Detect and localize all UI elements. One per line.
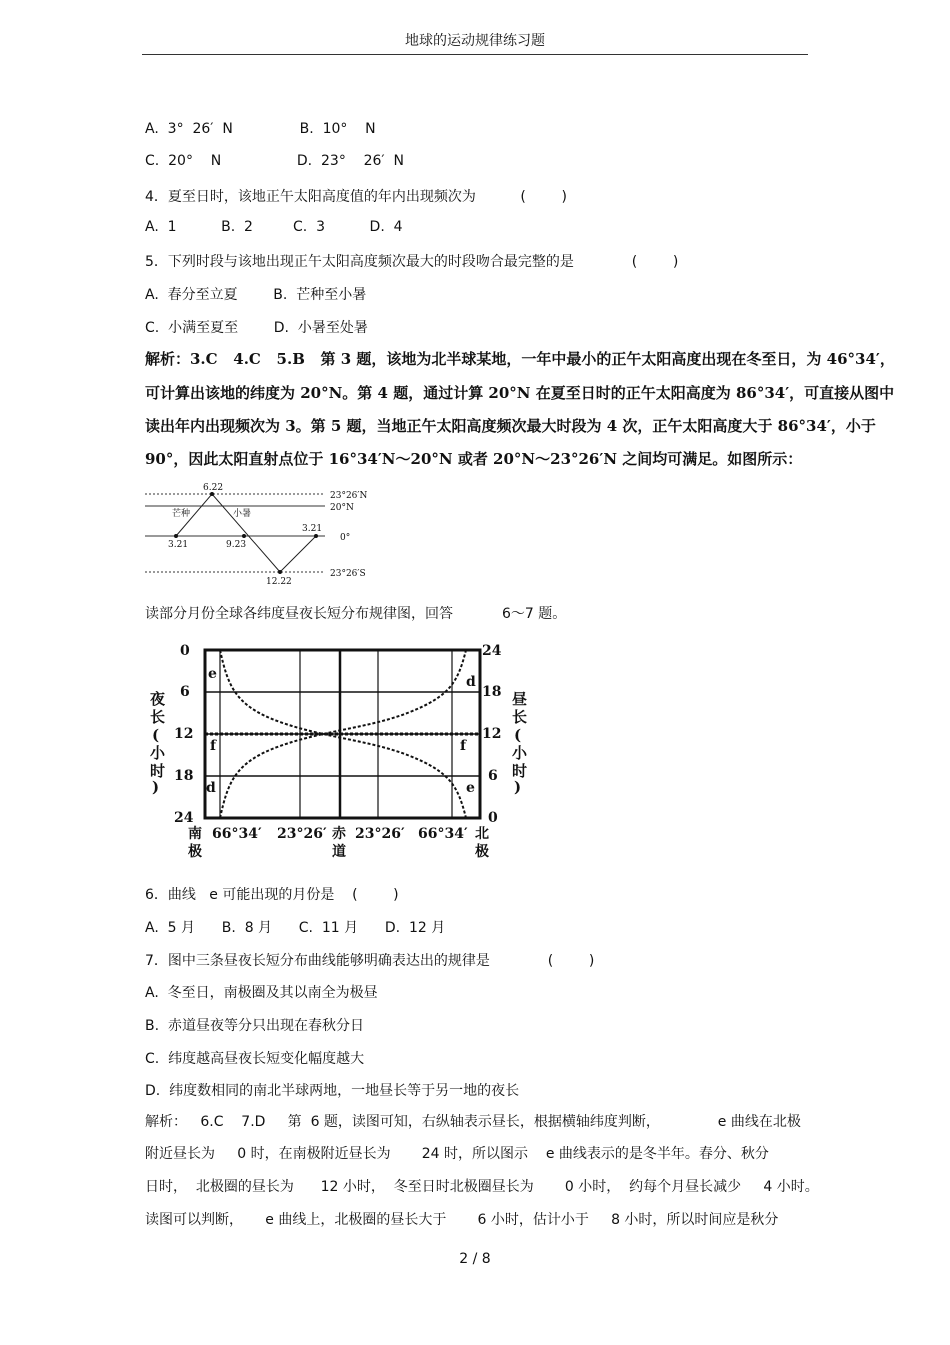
right-tick-0: 0: [488, 810, 498, 826]
label-1222: 12.22: [266, 577, 292, 587]
right-title-3: (: [514, 726, 522, 744]
left-tick-24: 24: [174, 810, 194, 826]
right-tick-24: 24: [482, 643, 502, 659]
label-0deg: 0°: [340, 533, 351, 543]
left-tick-0: 0: [180, 643, 190, 659]
question-6: 6．曲线 e 可能出现的月份是 ( ): [145, 887, 399, 903]
q7-option-c: C. 纬度越高昼夜长短变化幅度越大: [145, 1051, 365, 1067]
analysis2-line-2: 附近昼长为 0 时，在南极附近昼长为 24 时，所以图示 e 曲线表示的是冬半年。春分、秋分: [145, 1146, 769, 1162]
label-622: 6.22: [203, 483, 224, 493]
left-title-4: 小: [150, 744, 166, 762]
question-7: 7．图中三条昼夜长短分布曲线能够明确表达出的规律是 ( ): [145, 953, 595, 969]
left-title-2: 长: [150, 708, 166, 726]
analysis-line-3: 读出年内出现频次为 3。第 5 题，当地正午太阳高度频次最大时段为 4 次，正午太阳高度大于 86°34′，小于: [145, 417, 876, 435]
left-tick-6: 6: [180, 684, 190, 700]
figure2-intro: 读部分月份全球各纬度昼夜长短分布规律图，回答 6～7 题。: [145, 606, 567, 622]
x-label-equator-2: 道: [332, 844, 346, 860]
analysis-line-1: 解析：3.C 4.C 5.B 第 3 题，该地为北半球某地，一年中最小的正午太阳高度出现在冬至日，为 46°34′，: [145, 350, 895, 368]
x-label-equator-1: 赤: [332, 826, 346, 842]
x-label-south-pole-1: 南: [188, 826, 202, 842]
x-label-s2326: 23°26′: [277, 826, 327, 842]
left-title-5: 时: [150, 762, 166, 780]
curve-d-bottom-label: d: [206, 780, 216, 796]
day-night-length-chart: [140, 636, 540, 866]
page-header: 地球的运动规律练习题: [405, 33, 545, 49]
header-rule: [142, 54, 808, 55]
left-tick-12: 12: [174, 726, 194, 742]
x-label-n6634: 66°34′: [418, 826, 468, 842]
analysis-line-2: 可计算出该地的纬度为 20°N。第 4 题，通过计算 20°N 在夏至日时的正午太阳高度为 86°34′，可直接从图中: [145, 384, 895, 402]
analysis2-line-3: 日时， 北极圈的昼长为 12 小时， 冬至日时北极圈昼长为 0 小时， 约每个月昼长减少 4 小时。: [145, 1179, 819, 1195]
q7-option-b: B. 赤道昼夜等分只出现在春秋分日: [145, 1018, 364, 1034]
label-923: 9.23: [226, 540, 247, 550]
label-2326S: 23°26′S: [330, 569, 366, 579]
label-321-b: 3.21: [302, 524, 323, 534]
analysis-line-4: 90°，因此太阳直射点位于 16°34′N～20°N 或者 20°N～23°26′N 之间均可满足。如图所示：: [145, 450, 803, 468]
curve-f-left-label: f: [210, 738, 217, 754]
right-title-1: 昼: [512, 690, 528, 708]
x-label-north-pole-2: 极: [475, 844, 489, 860]
x-label-north-pole-1: 北: [475, 826, 489, 842]
q5-options-cd: C. 小满至夏至 D. 小暑至处暑: [145, 320, 368, 336]
label-xiaoshu: 小暑: [233, 509, 252, 519]
right-title-6: ): [514, 778, 522, 796]
q7-option-d: D. 纬度数相同的南北半球两地，一地昼长等于另一地的夜长: [145, 1083, 520, 1099]
q7-option-a: A. 冬至日，南极圈及其以南全为极昼: [145, 985, 378, 1001]
question-4: 4．夏至日时，该地正午太阳高度值的年内出现频次为 ( ): [145, 189, 567, 205]
x-label-n2326: 23°26′: [355, 826, 405, 842]
curve-e-top-label: e: [208, 666, 217, 682]
right-title-5: 时: [512, 762, 528, 780]
analysis2-line-1: 解析： 6.C 7.D 第 6 题，读图可知，右纵轴表示昼长，根据横轴纬度判断， e 曲线在北极: [145, 1114, 801, 1130]
x-label-south-pole-2: 极: [188, 844, 202, 860]
q3-options-cd: C. 20° N D. 23° 26′ N: [145, 153, 404, 169]
left-title-3: (: [152, 726, 160, 744]
label-2326N: 23°26′N: [330, 491, 368, 501]
left-title-6: ): [152, 778, 160, 796]
curve-d-top-label: d: [466, 674, 476, 690]
right-tick-6: 6: [488, 768, 498, 784]
q6-options: A. 5 月 B. 8 月 C. 11 月 D. 12 月: [145, 920, 446, 936]
right-tick-18: 18: [482, 684, 502, 700]
x-label-s6634: 66°34′: [212, 826, 262, 842]
label-20N: 20°N: [330, 503, 354, 513]
curve-e-bottom-label: e: [466, 780, 475, 796]
left-tick-18: 18: [174, 768, 194, 784]
label-mangzhong: 芒种: [172, 509, 191, 519]
page-number: 2 / 8: [459, 1251, 491, 1267]
label-321-a: 3.21: [168, 540, 189, 550]
question-5: 5．下列时段与该地出现正午太阳高度频次最大的时段吻合最完整的是 ( ): [145, 254, 679, 270]
sun-direct-point-figure: [140, 480, 400, 590]
q4-options: A. 1 B. 2 C. 3 D. 4: [145, 219, 403, 235]
right-title-2: 长: [512, 708, 528, 726]
analysis2-line-4: 读图可以判断， e 曲线上，北极圈的昼长大于 6 小时，估计小于 8 小时，所以时间应是秋分: [145, 1212, 779, 1228]
right-tick-12: 12: [482, 726, 502, 742]
left-title-1: 夜: [150, 690, 166, 708]
q5-options-ab: A. 春分至立夏 B. 芒种至小暑: [145, 287, 367, 303]
q3-options-ab: A. 3° 26′ N B. 10° N: [145, 121, 376, 137]
right-title-4: 小: [512, 744, 528, 762]
curve-f-right-label: f: [460, 738, 467, 754]
